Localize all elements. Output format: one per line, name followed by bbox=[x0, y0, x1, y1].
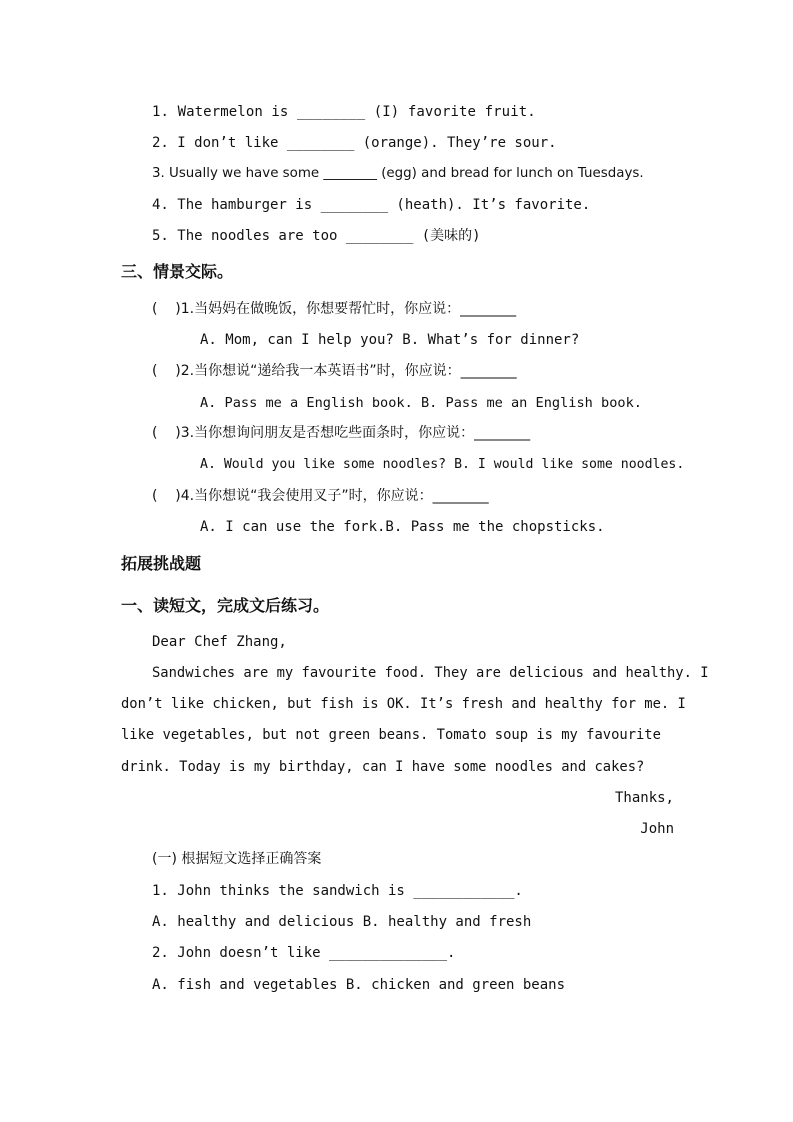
fill-item-2: 2. I don’t like ________ (orange). They’re sour. bbox=[152, 135, 557, 151]
letter-signature: John bbox=[640, 821, 674, 837]
situation-options-1: A. Mom, can I help you? B. What’s for dinner? bbox=[200, 332, 580, 348]
fill-item-3: 3. Usually we have some ________ (egg) and bread for lunch on Tuesdays. bbox=[152, 166, 644, 181]
situation-question-4: ( )4.当你想说“我会使用叉子”时，你应说：________ bbox=[152, 488, 489, 504]
letter-greeting: Dear Chef Zhang, bbox=[152, 634, 287, 650]
situation-options-3: A. Would you like some noodles? B. I would like some noodles. bbox=[200, 457, 685, 472]
fill-item-5: 5. The noodles are too ________ (美味的) bbox=[152, 228, 481, 244]
situation-question-1: ( )1.当妈妈在做晚饭，你想要帮忙时，你应说：________ bbox=[152, 301, 517, 317]
extension-subtitle: 一、读短文，完成文后练习。 bbox=[121, 596, 330, 615]
exercise-question-2: 2. John doesn’t like ______________. bbox=[152, 945, 456, 961]
exercise-options-1: A. healthy and delicious B. healthy and fresh bbox=[152, 914, 532, 930]
fill-item-1: 1. Watermelon is ________ (I) favorite fruit. bbox=[152, 104, 536, 120]
situation-question-2: ( )2.当你想说“递给我一本英语书”时，你应说：________ bbox=[152, 363, 517, 379]
fill-item-4: 4. The hamburger is ________ (heath). It’s favorite. bbox=[152, 197, 591, 213]
letter-line-4: drink. Today is my birthday, can I have some noodles and cakes? bbox=[121, 759, 645, 775]
exercise-question-1: 1. John thinks the sandwich is ____________. bbox=[152, 883, 523, 899]
letter-closing: Thanks, bbox=[614, 790, 674, 806]
letter-line-1: Sandwiches are my favourite food. They are delicious and healthy. I bbox=[152, 665, 709, 681]
situation-options-4: A. I can use the fork.B. Pass me the chopsticks. bbox=[200, 519, 605, 535]
section3-title: 三、情景交际。 bbox=[121, 262, 234, 281]
exercise-title: (一) 根据短文选择正确答案 bbox=[152, 851, 322, 867]
extension-title: 拓展挑战题 bbox=[121, 554, 202, 573]
situation-question-3: ( )3.当你想询问朋友是否想吃些面条时，你应说：________ bbox=[152, 425, 531, 441]
letter-line-2: don’t like chicken, but fish is OK. It’s fresh and healthy for me. I bbox=[121, 696, 686, 712]
exercise-options-2: A. fish and vegetables B. chicken and green beans bbox=[152, 977, 566, 993]
letter-line-3: like vegetables, but not green beans. Tomato soup is my favourite bbox=[121, 727, 661, 743]
situation-options-2: A. Pass me a English book. B. Pass me an English book. bbox=[200, 395, 642, 411]
